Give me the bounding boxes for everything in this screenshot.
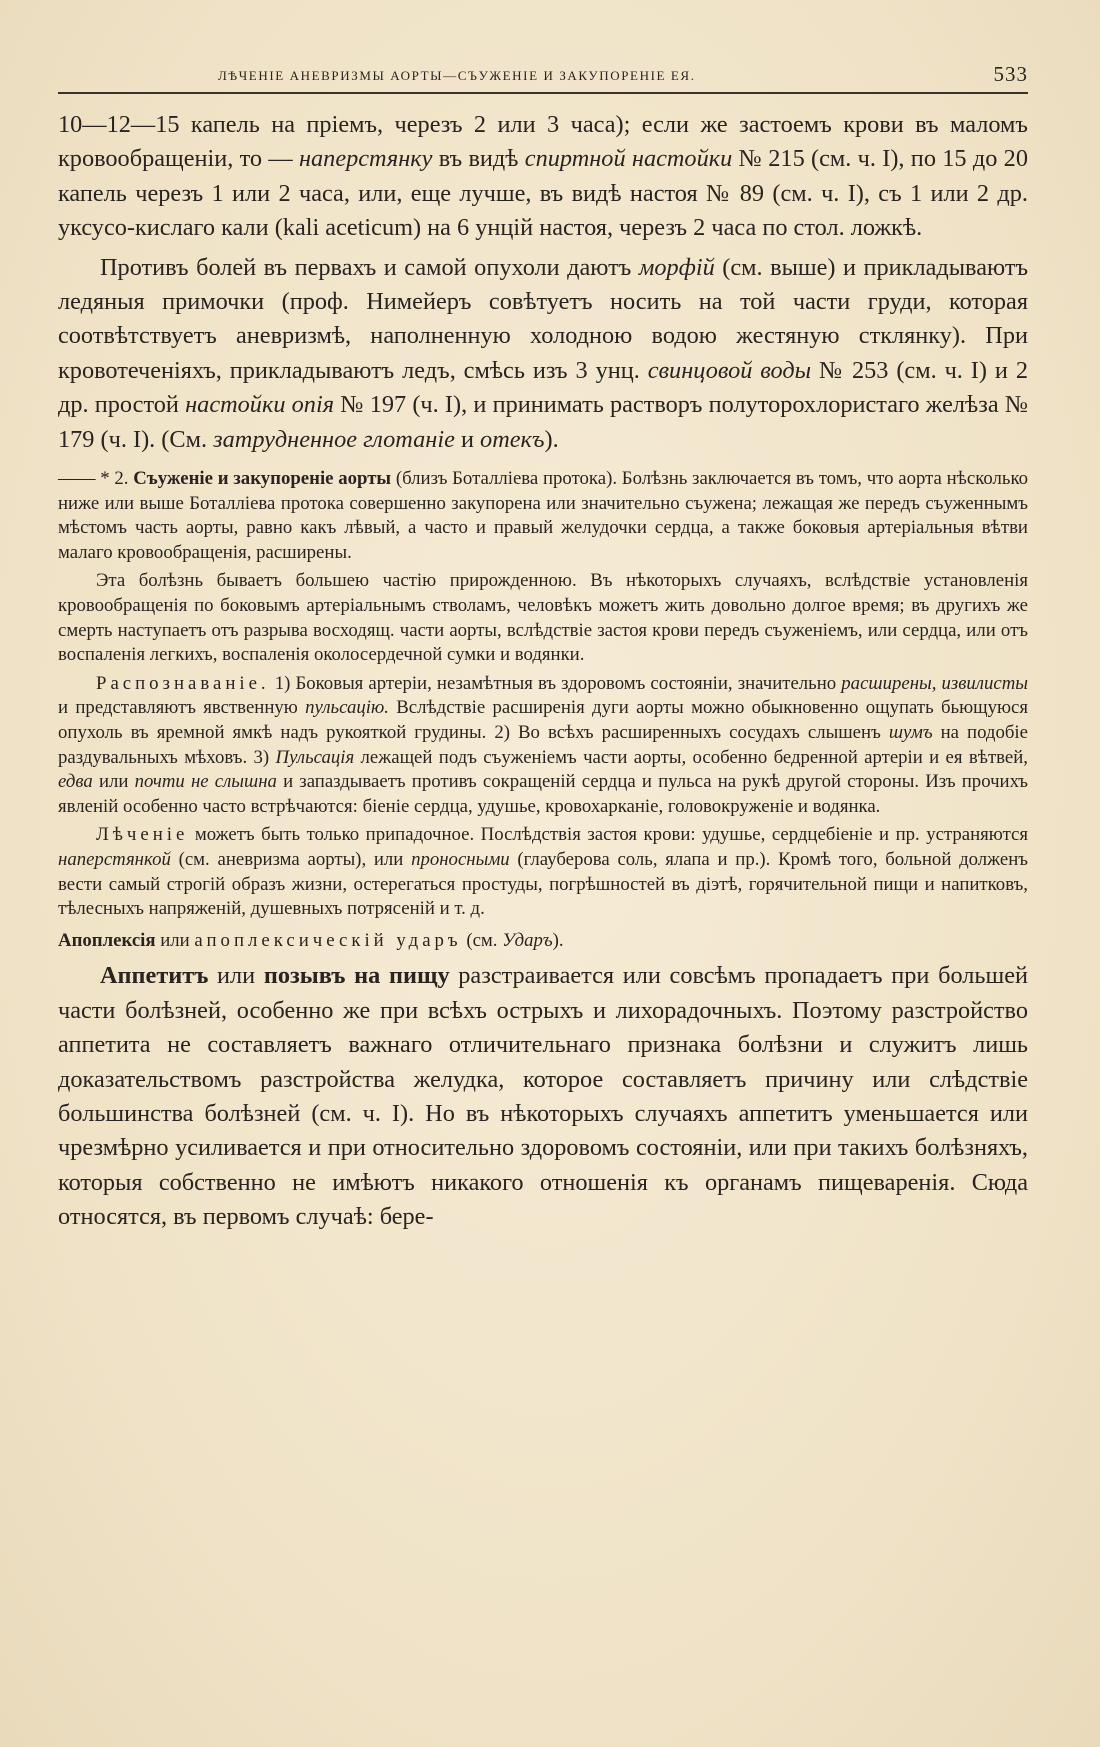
paragraph-aortic-stenosis-heading — [58, 467, 1028, 565]
italic-term: пульсацію. — [305, 697, 389, 719]
text-run: (см. выше) и прикладываютъ ледяныя примочки (проф. Нимейеръ совѣтуетъ носить на той части груди, которая соотвѣтствуетъ аневризмѣ, наполненную холодною водою жестяную стклянку). При кровотеченіяхъ, прикладываютъ ледъ, смѣсь изъ 3 унц. — [58, 253, 1029, 384]
text-run: можетъ быть только припадочное. Послѣдствія застоя крови: удушье, сердцебіеніе и пр. устраняются — [188, 824, 1028, 846]
italic-term: почти не слышна — [134, 771, 277, 793]
text-run: № 197 (ч. I), и принимать растворъ полуторохлористаго желѣза № 179 (ч. I). (См. — [58, 391, 1029, 453]
text-run: или — [92, 771, 135, 793]
text-run: или — [155, 929, 195, 951]
text-run: ). — [552, 929, 564, 951]
spaced-term: апоплексическій ударъ — [194, 929, 462, 951]
paragraph-aortic-stenosis-course — [58, 569, 1028, 667]
text-run: (близъ Боталліева протока). Болѣзнь заключается въ томъ, что аорта нѣсколько ниже или выше Боталліева протока совершенно закупорена или значительно съужена; лежащая же передъ съуженнымъ мѣстомъ часть аорты, равно какъ лѣвый, а часто и правый желудочки сердца, а также боковыя артеріальныя вѣтви малаго кровообращенія, расширены. — [58, 468, 1029, 563]
text-run: и — [454, 425, 481, 453]
entry-appetite — [58, 959, 1028, 1234]
paragraph-diagnosis — [58, 672, 1028, 820]
bold-term: Апоплексія — [58, 929, 156, 951]
italic-term: едва — [58, 771, 93, 793]
italic-term: шумъ — [888, 722, 933, 743]
text-run: 10—12—15 капель на пріемъ, черезъ 2 или 3 часа); если же застоемъ крови въ маломъ кровообращеніи, то — — [58, 111, 1028, 173]
italic-term: наперстянку — [298, 145, 433, 173]
page-number: 533 — [993, 62, 1028, 86]
italic-term: спиртной настойки — [524, 145, 733, 173]
spaced-term: Распознаваніе. — [96, 672, 270, 694]
text-run: и представляютъ явственную — [58, 697, 306, 719]
paragraph-continuation — [58, 108, 1028, 246]
text-run: на подобіе раздувальныхъ мѣховъ. 3) — [58, 722, 1028, 768]
italic-term: расширены, извилисты — [841, 672, 1028, 694]
italic-term: свинцовой воды — [647, 356, 812, 384]
text-run: (см. аневризма аорты), или — [170, 848, 412, 870]
text-run: Эта болѣзнь бываетъ большею частію прирожденною. Въ нѣкоторыхъ случаяхъ, вслѣдствіе установленія кровообращенія по боковымъ артеріальнымъ стволамъ, человѣкъ можетъ жить довольно долгое время; въ другихъ же смерть наступаетъ отъ разрыва восходящ. части аорты, вслѣдствіе застоя крови передъ съуженіемъ, или сердца, или отъ воспаленія легкихъ, воспаленія околосердечной сумки и водянки. — [58, 570, 1028, 666]
running-title: ЛѢЧЕНІЕ АНЕВРИЗМЫ АОРТЫ—СЪУЖЕНІЕ И ЗАКУПОРЕНІЕ ЕЯ. — [218, 68, 696, 83]
italic-term: Ударъ — [502, 929, 553, 951]
text-run: ). — [544, 425, 559, 453]
italic-term: наперстянкой — [58, 848, 171, 870]
bold-term: Съуженіе и закупореніе аорты — [133, 468, 392, 490]
paragraph-pain-treatment — [58, 251, 1028, 457]
text-run: разстраивается или совсѣмъ пропадаетъ при большей части болѣзней, особенно же при всѣхъ острыхъ и лихорадочныхъ. Поэтому разстройство аппетита не составляетъ важнаго отличительнаго признака болѣзни и служитъ лишь доказательствомъ разстройства желудка, которое составляетъ причину или слѣдствіе большинства болѣзней (см. ч. I). Но въ нѣкоторыхъ случаяхъ аппетитъ уменьшается или чрезмѣрно усиливается и при относительно здоровомъ состояніи, или при такихъ болѣзняхъ, которыя собственно не имѣютъ никакого отношенія къ органамъ пищеваренія. Сюда относятся, въ первомъ случаѣ: бере- — [58, 962, 1028, 1231]
text-run: въ видѣ — [432, 145, 525, 173]
text-run: Противъ болей въ первахъ и самой опухоли даютъ — [100, 253, 639, 281]
text-run: (глауберова соль, ялапа и пр.). Кромѣ того, больной долженъ вести самый строгій образъ жизни, остерегаться простуды, погрѣшностей въ діэтѣ, горячительной пищи и напитковъ, тѣлесныхъ напряженій, душевныхъ потрясеній и т. д. — [58, 848, 1028, 920]
text-run: лежащей подъ съуженіемъ части аорты, особенно бедренной артеріи и ея вѣтвей, — [354, 746, 1028, 768]
text-run: № 215 (см. ч. I), по 15 до 20 капель черезъ 1 или 2 часа, или, еще лучше, въ видѣ настоя № 89 (см. ч. I), съ 1 или 2 др. уксусо-кислаго кали (kali aceticum) на 6 унцій настоя, черезъ 2 часа по стол. ложкѣ. — [58, 145, 1028, 242]
text-run: или — [208, 962, 264, 990]
bold-term: позывъ на пищу — [263, 962, 450, 990]
italic-term: отекъ — [480, 425, 545, 453]
text-run: Вслѣдствіе расширенія дуги аорты можно обыкновенно ощупать бьющуюся опухоль въ яремной ямкѣ надъ рукояткой грудины. 2) Во всѣхъ расширенныхъ сосудахъ слышенъ — [58, 697, 1028, 743]
entry-apoplexy — [58, 929, 1028, 954]
text-run: и запаздываетъ противъ сокращеній сердца и пульса на рукѣ другой стороны. Изъ прочихъ явленій особенно часто встрѣчаются: біеніе сердца, удушье, кровохарканіе, головокруженіе и водянка. — [58, 771, 1028, 817]
text-run: (см. — [461, 929, 503, 951]
paragraph-treatment — [58, 823, 1028, 921]
bold-term: Аппетитъ — [100, 962, 209, 990]
italic-term: морфій — [638, 253, 715, 281]
italic-term: проносными — [411, 848, 510, 870]
text-run: № 253 (см. ч. I) и 2 др. простой — [58, 356, 1028, 419]
italic-term: затрудненное глотаніе — [213, 425, 455, 453]
running-header — [58, 58, 1028, 94]
italic-term: настойки опія — [185, 391, 335, 419]
italic-term: Пульсація — [275, 746, 355, 768]
text-run: 1) Боковыя артеріи, незамѣтныя въ здоровомъ состояніи, значительно — [269, 672, 842, 694]
text-run: —— * 2. — [58, 468, 134, 490]
spaced-term: Лѣченіе — [96, 824, 189, 846]
